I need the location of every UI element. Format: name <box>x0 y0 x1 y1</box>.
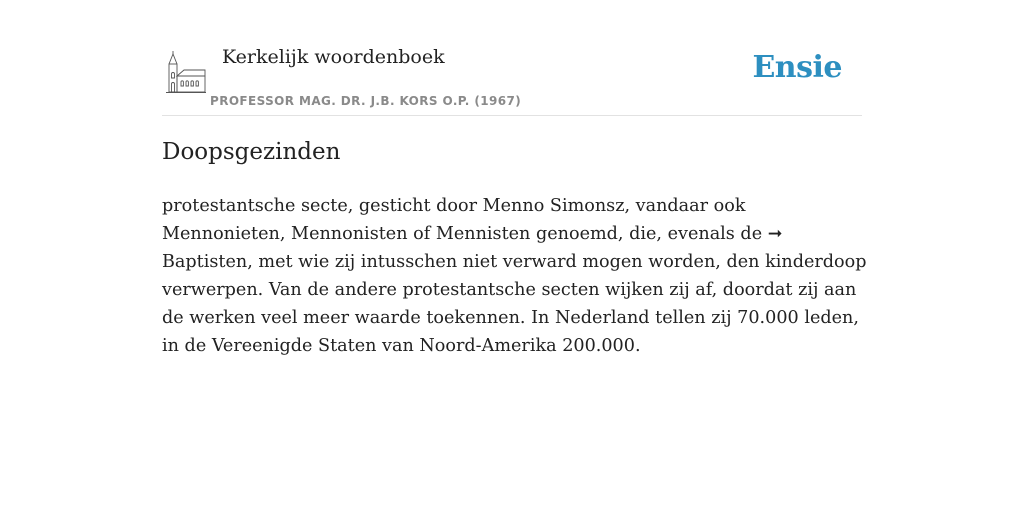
arrow-right-icon: ➞ <box>767 224 783 244</box>
church-icon <box>165 50 207 94</box>
entry-text-part2: , met wie zij intusschen niet verward mogen worden, den kinderdoop verwerpen. Van de andere protestantsche secten wijken zij af, doordat zij aan de werken veel meer waarde toekennen. In Nederland tellen zij 70.000 leden, in de Vereenigde Staten van Noord-Amerika 200.000. <box>162 252 867 356</box>
dictionary-title[interactable]: Kerkelijk woordenboek <box>222 46 445 68</box>
dictionary-header <box>162 40 862 116</box>
entry-text-part1: protestantsche secte, gesticht door Menno Simonsz, vandaar ook Mennonieten, Mennonisten of Mennisten genoemd, die, evenals de <box>162 196 768 244</box>
entry-title: Doopsgezinden <box>162 139 341 165</box>
dictionary-author: PROFESSOR MAG. DR. J.B. KORS O.P. (1967) <box>210 94 522 108</box>
ensie-logo-link[interactable]: Ensie <box>752 50 842 85</box>
xref-term: Baptisten <box>162 252 248 272</box>
entry-body <box>162 192 868 360</box>
